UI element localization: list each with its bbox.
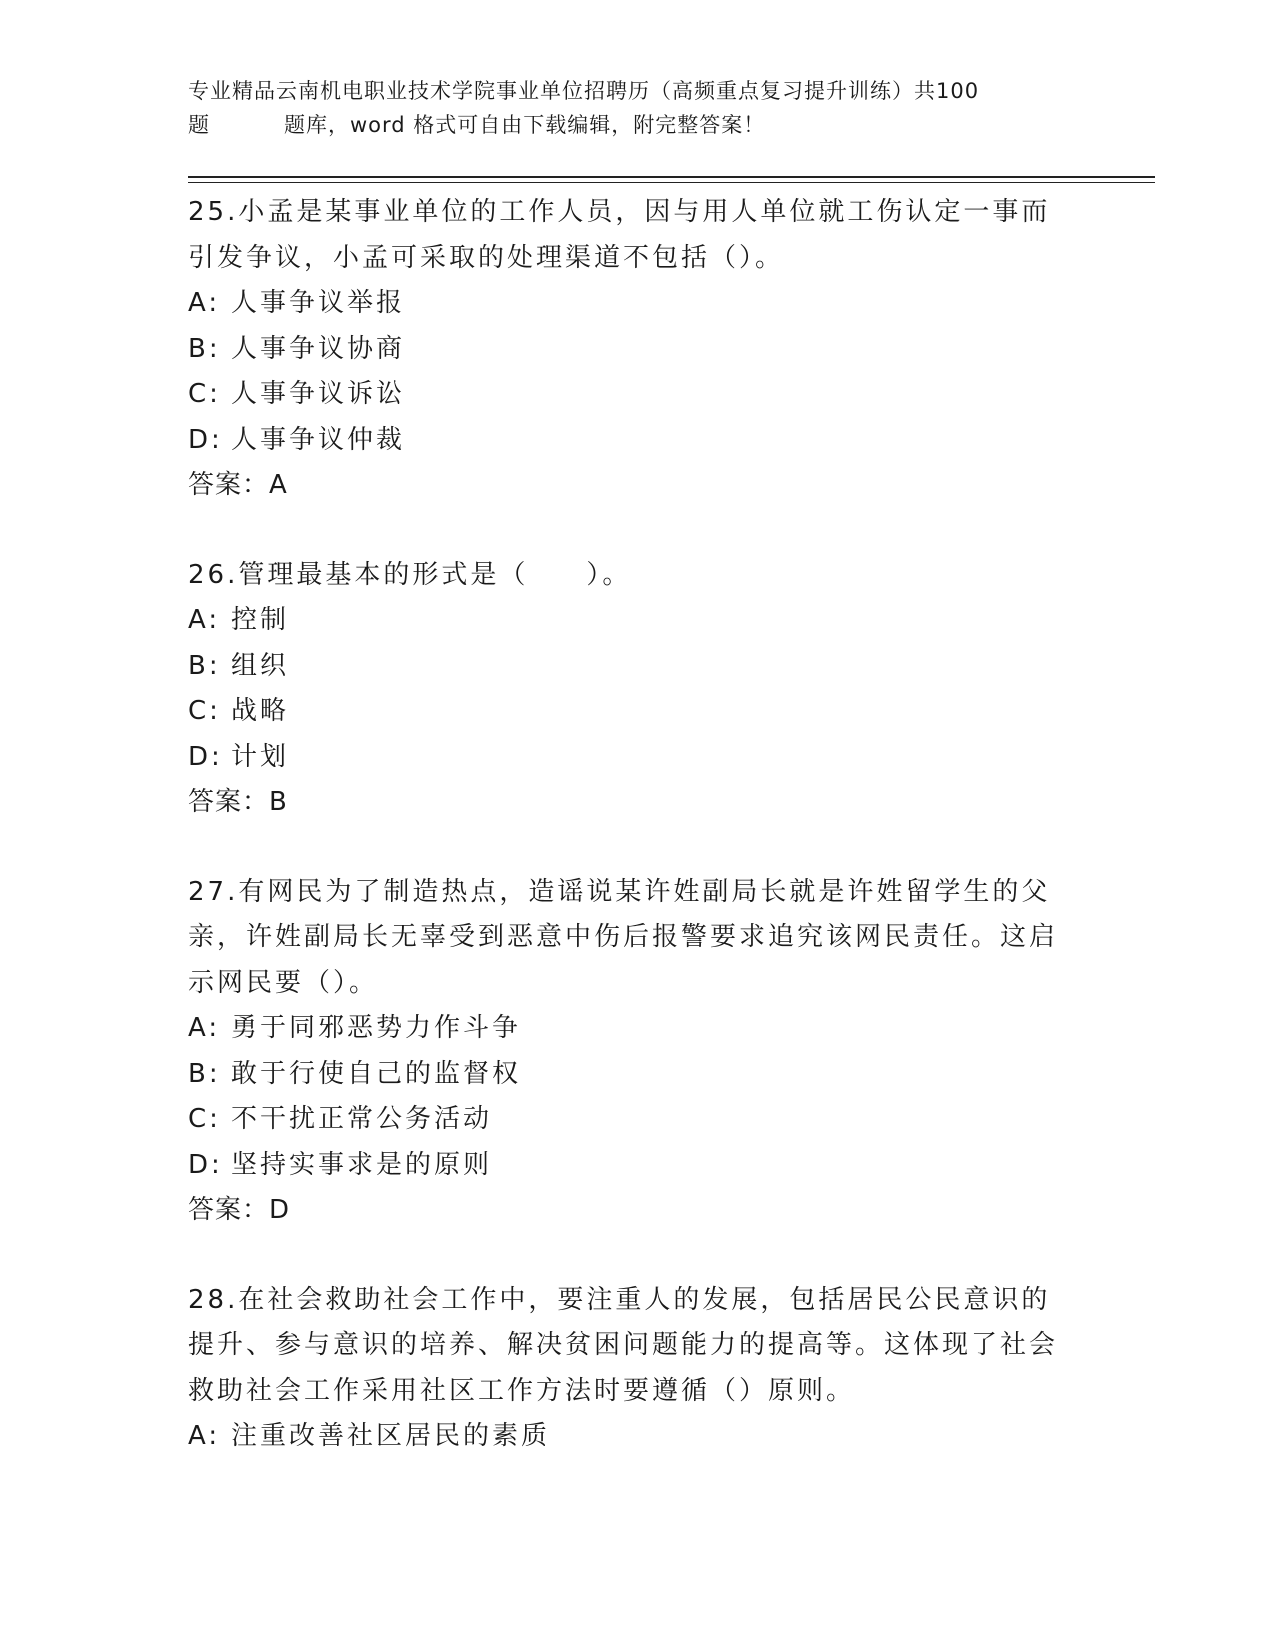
option-text: 战略 — [231, 696, 290, 726]
question-stem: 27.有网民为了制造热点，造谣说某许姓副局长就是许姓留学生的父亲，许姓副局长无辜受到恶意中伤后报警要求追究该网民责任。这启示网民要（）。 — [188, 876, 1059, 998]
option-key: B: — [188, 333, 221, 364]
option-a — [188, 598, 1088, 644]
option-b — [188, 644, 1088, 690]
header-title-line2 — [188, 108, 1088, 142]
header-divider-thin — [188, 182, 1155, 183]
option-text: 组织 — [231, 650, 290, 681]
question-stem: 25.小孟是某事业单位的工作人员，因与用人单位就工伤认定一事而引发争议，小孟可采取的处理渠道不包括（）。 — [188, 197, 1051, 273]
option-text: 敢于行使自己的监督权 — [231, 1058, 522, 1089]
option-b — [188, 1052, 1088, 1098]
option-d — [188, 418, 1088, 464]
option-d — [188, 735, 1088, 781]
option-key: A: — [188, 288, 221, 318]
answer: 答案：B — [188, 787, 288, 817]
header-divider-thick — [188, 176, 1155, 178]
option-a — [188, 281, 1088, 327]
option-text: 注重改善社区居民的素质 — [231, 1421, 551, 1451]
option-text: 不干扰正常公务活动 — [231, 1104, 493, 1134]
option-key: C: — [188, 696, 221, 726]
document-header — [188, 74, 1088, 142]
option-text: 人事争议仲裁 — [231, 424, 406, 455]
option-key: D: — [188, 1149, 223, 1180]
option-d — [188, 1143, 1088, 1189]
question-25 — [188, 190, 1088, 509]
option-b — [188, 327, 1088, 373]
answer: 答案：A — [188, 470, 288, 500]
option-key: D: — [188, 424, 223, 455]
question-stem: 26.管理最基本的形式是（ ）。 — [188, 559, 632, 590]
option-text: 人事争议协商 — [231, 333, 406, 364]
option-key: A: — [188, 1421, 221, 1451]
option-text: 人事争议诉讼 — [231, 379, 406, 409]
option-key: D: — [188, 741, 223, 772]
option-key: C: — [188, 379, 221, 409]
option-text: 坚持实事求是的原则 — [231, 1149, 493, 1180]
option-text: 计划 — [231, 741, 290, 772]
option-a — [188, 1414, 1088, 1460]
option-key: B: — [188, 1058, 221, 1089]
option-text: 勇于同邪恶势力作斗争 — [231, 1013, 522, 1043]
option-c — [188, 372, 1088, 418]
option-a — [188, 1006, 1088, 1052]
question-list — [188, 190, 1088, 1504]
option-c — [188, 689, 1088, 735]
answer: 答案：D — [188, 1195, 291, 1225]
question-28 — [188, 1278, 1088, 1460]
option-key: C: — [188, 1104, 221, 1134]
question-27 — [188, 870, 1088, 1234]
question-stem: 28.在社会救助社会工作中，要注重人的发展，包括居民公民意识的提升、参与意识的培养、解决贫困问题能力的提高等。这体现了社会救助社会工作采用社区工作方法时要遵循（）原则。 — [188, 1284, 1059, 1406]
option-text: 控制 — [231, 605, 290, 635]
option-key: A: — [188, 605, 221, 635]
header-title-line2-start: 题 — [188, 113, 210, 137]
option-key: A: — [188, 1013, 221, 1043]
option-text: 人事争议举报 — [231, 288, 406, 318]
option-key: B: — [188, 650, 221, 681]
option-c — [188, 1097, 1088, 1143]
question-26 — [188, 553, 1088, 826]
header-title-line1: 专业精品云南机电职业技术学院事业单位招聘历（高频重点复习提升训练）共100 — [188, 79, 980, 103]
header-title-line2-rest: 题库，word 格式可自由下载编辑，附完整答案！ — [284, 113, 766, 137]
